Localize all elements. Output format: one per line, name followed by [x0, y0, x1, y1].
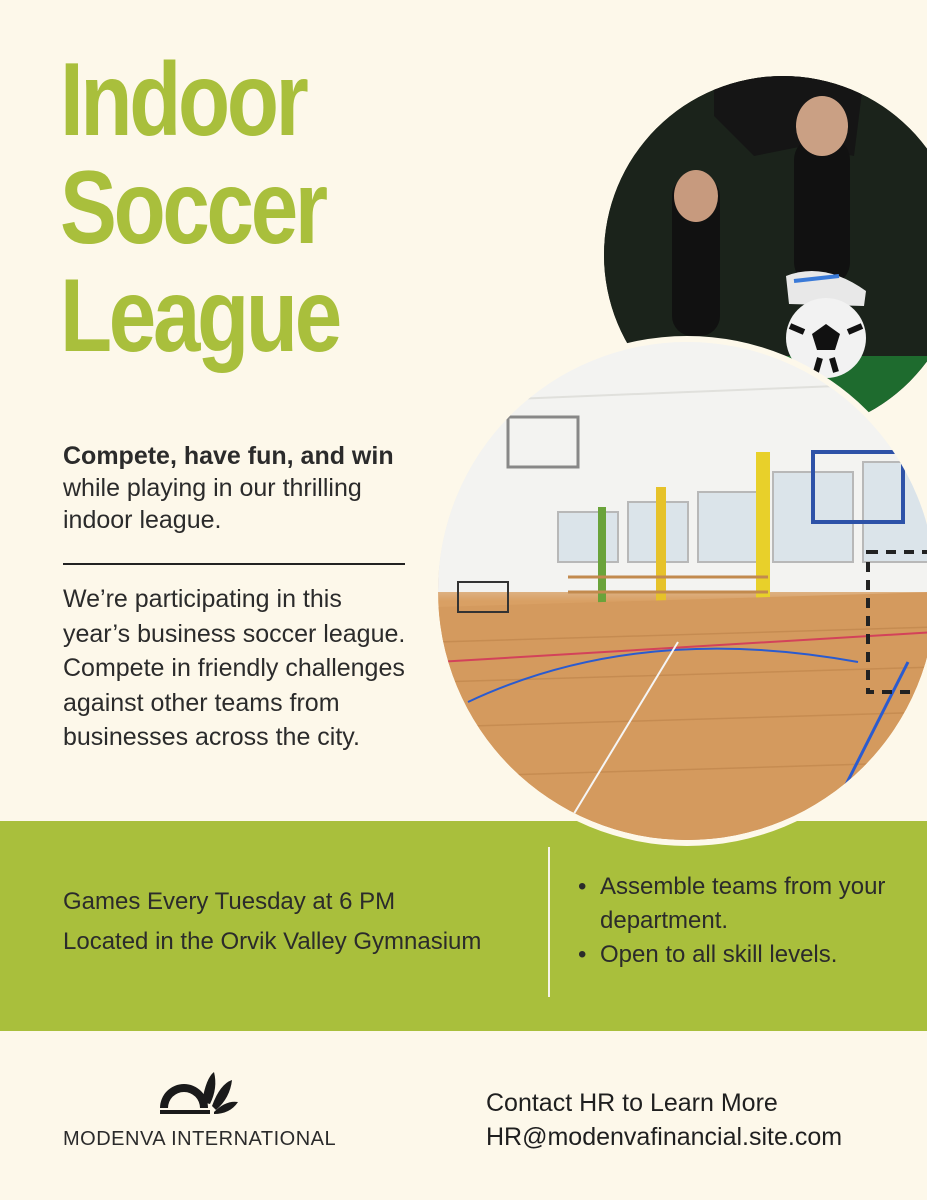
list-item: • Assemble teams from your department. — [578, 870, 898, 938]
lead-rest: while playing in our thrilling indoor league. — [63, 474, 362, 534]
contact-info — [486, 1086, 842, 1154]
bullet-list — [578, 870, 898, 972]
flyer-title — [60, 42, 372, 374]
section-divider — [63, 563, 405, 565]
title-line-1: Indoor — [60, 42, 306, 158]
band-divider — [548, 847, 550, 997]
contact-email: HR@modenvafinancial.site.com — [486, 1123, 843, 1151]
lead-bold: Compete, have fun, and win — [63, 442, 394, 470]
lead-text — [63, 440, 423, 536]
body-text: We’re participating in this year’s business soccer league. Compete in friendly challenges against other teams from businesses across the city. — [63, 585, 406, 751]
location-text: Located in the Orvik Valley Gymnasium — [63, 928, 482, 955]
title-line-2: Soccer — [60, 150, 325, 266]
company-name: MODENVA INTERNATIONAL — [63, 1128, 337, 1150]
schedule-text: Games Every Tuesday at 6 PM — [63, 888, 396, 915]
event-details — [63, 882, 481, 962]
company-logo-icon — [158, 1072, 238, 1116]
gymnasium-photo — [432, 336, 927, 846]
contact-line: Contact HR to Learn More — [486, 1089, 778, 1117]
title-line-3: League — [60, 258, 339, 374]
list-item: • Open to all skill levels. — [578, 938, 898, 972]
